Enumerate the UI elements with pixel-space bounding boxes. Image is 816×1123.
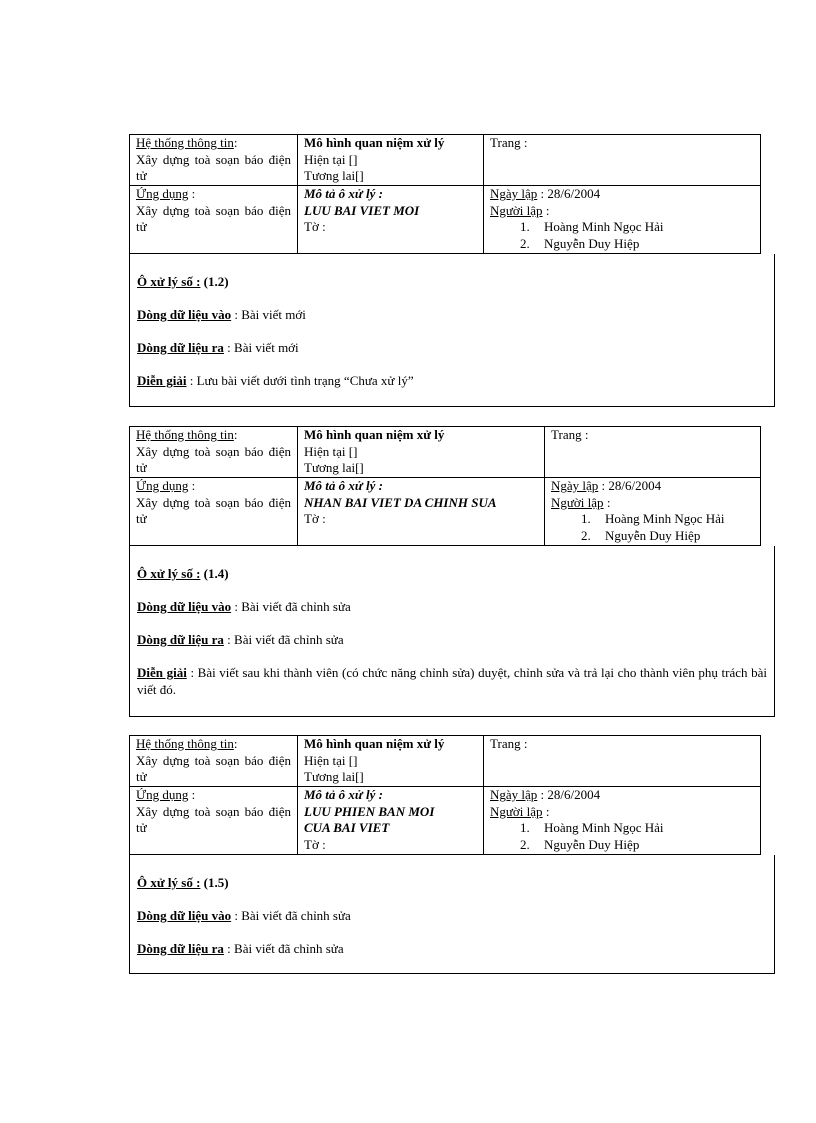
from-label: Tờ : [304, 219, 326, 234]
system-cell: Hệ thống thông tin: Xây dựng toà soạn báo điện tử [130, 736, 298, 787]
date-cell: Ngày lập : 28/6/2004 Người lập : 1. Hoàng Minh Ngọc Hải 2. Nguyễn Duy Hiệp [545, 478, 761, 546]
app-label: Ứng dụng [136, 478, 189, 493]
input-label: Dòng dữ liệu vào [137, 908, 232, 923]
explain-label: Diễn giải [137, 665, 187, 680]
form-body [129, 546, 775, 717]
from-label: Tờ : [304, 511, 326, 526]
app-cell: Ứng dụng : Xây dựng toà soạn báo điện tử [130, 478, 298, 546]
input-label: Dòng dữ liệu vào [137, 599, 232, 614]
app-label: Ứng dụng [136, 186, 189, 201]
output-label: Dòng dữ liệu ra [137, 941, 224, 956]
date-value: : 28/6/2004 [540, 787, 601, 802]
model-cell [298, 427, 545, 478]
page-cell [484, 736, 761, 787]
app-value: Xây dựng toà soạn báo điện tử [136, 202, 291, 234]
desc-label: Mô tả ô xử lý : [304, 186, 383, 201]
author-item: 2. Nguyễn Duy Hiệp [520, 836, 640, 852]
desc-label: Mô tả ô xử lý : [304, 787, 383, 802]
input-value: : Bài viết mới [234, 307, 306, 322]
output-value: : Bài viết đã chỉnh sửa [227, 632, 344, 647]
author-item: 2. Nguyễn Duy Hiệp [520, 235, 640, 251]
app-cell: Ứng dụng : Xây dựng toà soạn báo điện tử [130, 787, 298, 855]
app-cell: Ứng dụng : Xây dựng toà soạn báo điện tử [130, 186, 298, 254]
process-form-2 [129, 426, 767, 717]
page-label: Trang : [490, 135, 528, 150]
current-checkbox-label: Hiện tại [] [304, 752, 358, 768]
page-cell [484, 135, 761, 186]
system-label: Hệ thống thông tin [136, 736, 234, 751]
form-header-table [129, 134, 761, 254]
box-number: (1.2) [203, 274, 229, 289]
process-form-1 [129, 134, 760, 407]
future-checkbox-label: Tương lai[] [304, 769, 364, 784]
form-body [129, 855, 775, 974]
process-form-3 [129, 735, 760, 974]
future-checkbox-label: Tương lai[] [304, 168, 364, 183]
desc-cell [298, 478, 545, 546]
model-title: Mô hình quan niệm xử lý [304, 736, 445, 751]
output-value: : Bài viết mới [227, 340, 299, 355]
date-value: : 28/6/2004 [601, 478, 662, 493]
desc-value: LUU PHIEN BAN MOI CUA BAI VIET [304, 803, 435, 835]
author-item: 1. Hoàng Minh Ngọc Hải [520, 219, 664, 234]
box-label: Ô xử lý số : [137, 875, 201, 890]
page-label: Trang : [490, 736, 528, 751]
page-cell [545, 427, 761, 478]
form-header-table [129, 426, 761, 546]
box-number: (1.4) [203, 566, 229, 581]
app-label: Ứng dụng [136, 787, 189, 802]
date-label: Ngày lập [490, 787, 538, 802]
explain-value: : Lưu bài viết dưới tình trạng “Chưa xử lý” [189, 373, 414, 388]
desc-cell [298, 787, 484, 855]
box-label: Ô xử lý số : [137, 274, 201, 289]
system-value: Xây dựng toà soạn báo điện tử [136, 752, 291, 784]
date-label: Ngày lập [551, 478, 599, 493]
from-label: Tờ : [304, 836, 326, 852]
current-checkbox-label: Hiện tại [] [304, 443, 358, 459]
explain-value: : Bài viết sau khi thành viên (có chức năng chỉnh sửa) duyệt, chỉnh sửa và trả lại cho thành viên phụ trách bài viết đó. [137, 665, 767, 697]
system-label: Hệ thống thông tin [136, 135, 234, 150]
author-item: 1. Hoàng Minh Ngọc Hải [581, 511, 725, 526]
system-value: Xây dựng toà soạn báo điện tử [136, 443, 291, 475]
form-header-table [129, 735, 761, 855]
system-cell: Hệ thống thông tin: Xây dựng toà soạn báo điện tử [130, 135, 298, 186]
system-cell: Hệ thống thông tin: Xây dựng toà soạn báo điện tử [130, 427, 298, 478]
desc-cell [298, 186, 484, 254]
app-value: Xây dựng toà soạn báo điện tử [136, 803, 291, 835]
output-value: : Bài viết đã chỉnh sửa [227, 941, 344, 956]
box-label: Ô xử lý số : [137, 566, 201, 581]
current-checkbox-label: Hiện tại [] [304, 151, 358, 167]
app-value: Xây dựng toà soạn báo điện tử [136, 494, 291, 526]
model-cell [298, 736, 484, 787]
model-title: Mô hình quan niệm xử lý [304, 135, 445, 150]
author-item: 1. Hoàng Minh Ngọc Hải [520, 820, 664, 835]
output-label: Dòng dữ liệu ra [137, 340, 224, 355]
author-label: Người lập [490, 803, 543, 819]
desc-value: NHAN BAI VIET DA CHINH SUA [304, 494, 497, 510]
system-value: Xây dựng toà soạn báo điện tử [136, 151, 291, 183]
input-value: : Bài viết đã chỉnh sửa [234, 599, 351, 614]
author-item: 2. Nguyễn Duy Hiệp [581, 527, 701, 543]
date-value: : 28/6/2004 [540, 186, 601, 201]
input-label: Dòng dữ liệu vào [137, 307, 232, 322]
date-cell: Ngày lập : 28/6/2004 Người lập : 1. Hoàng Minh Ngọc Hải 2. Nguyễn Duy Hiệp [484, 787, 761, 855]
desc-label: Mô tả ô xử lý : [304, 478, 383, 493]
page-label: Trang : [551, 427, 589, 442]
date-cell: Ngày lập : 28/6/2004 Người lập : 1. Hoàng Minh Ngọc Hải 2. Nguyễn Duy Hiệp [484, 186, 761, 254]
input-value: : Bài viết đã chỉnh sửa [234, 908, 351, 923]
model-title: Mô hình quan niệm xử lý [304, 427, 445, 442]
desc-value: LUU BAI VIET MOI [304, 202, 420, 218]
output-label: Dòng dữ liệu ra [137, 632, 224, 647]
author-label: Người lập [551, 494, 604, 510]
date-label: Ngày lập [490, 186, 538, 201]
model-cell [298, 135, 484, 186]
explain-label: Diễn giải [137, 373, 187, 388]
form-body [129, 254, 775, 407]
box-number: (1.5) [203, 875, 229, 890]
author-label: Người lập [490, 202, 543, 218]
system-label: Hệ thống thông tin [136, 427, 234, 442]
future-checkbox-label: Tương lai[] [304, 460, 364, 475]
